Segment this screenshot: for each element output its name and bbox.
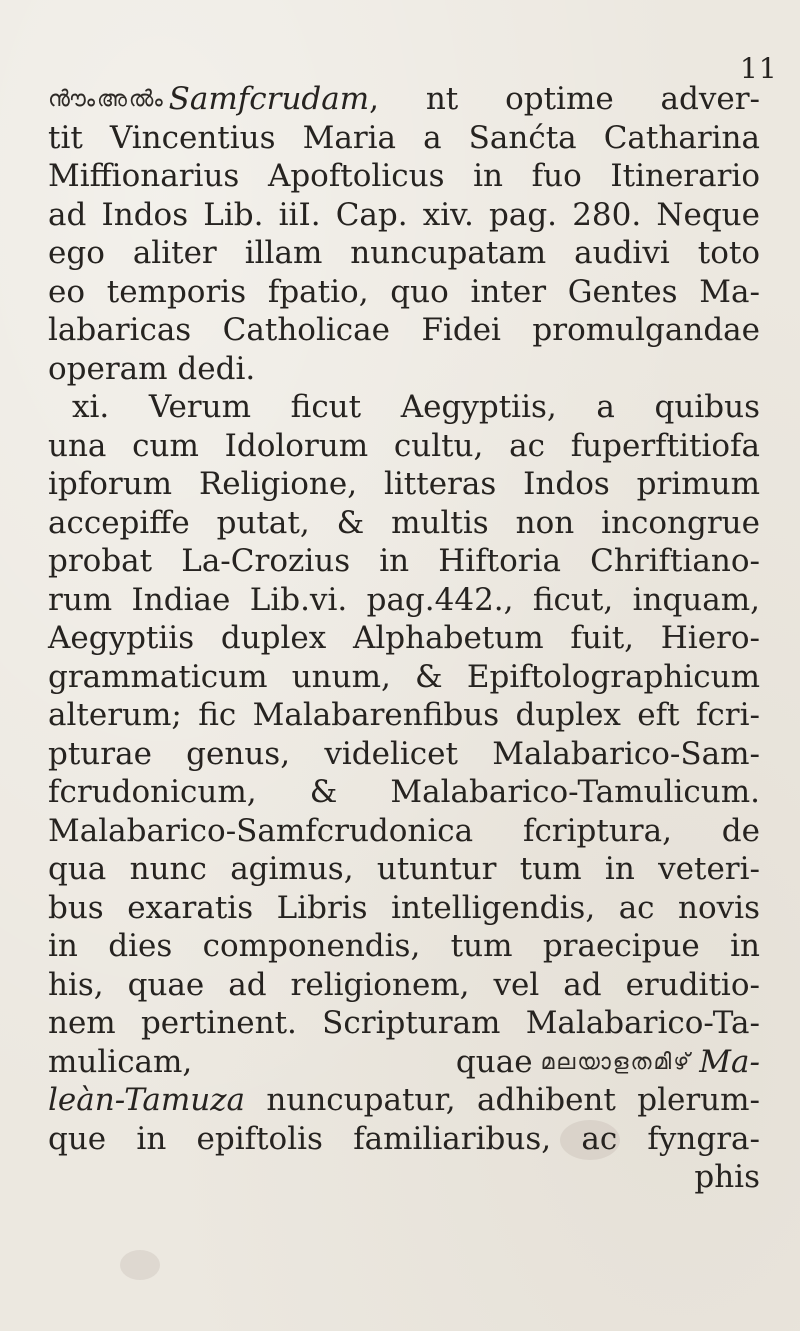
paper-stain (120, 1250, 160, 1280)
text-line: Malabarico-Samfcrudonica fcriptura, de (48, 812, 760, 849)
text-line: probat La-Crozius in Hiftoria Chriftiano- (48, 543, 760, 579)
text-line: his, quae ad religionem, vel ad eruditio- (48, 966, 760, 1003)
body-text (48, 80, 760, 1197)
text-line: alterum; fic Malabarenfibus duplex eft fcri- (48, 697, 760, 733)
italic-word: leàn-Tamuza (48, 1082, 246, 1118)
italic-word: Samfcrudam (168, 81, 370, 117)
text-line: fcrudonicum, & Malabarico-Tamulicum. (48, 774, 760, 810)
text-line: accepiffe putat, & multis non incongrue (48, 504, 760, 541)
text-line: labaricas Catholicae Fidei promulgandae (48, 312, 760, 348)
text-line (48, 80, 760, 119)
text-line: grammaticum unum, & Epiftolographicum (48, 658, 760, 695)
line-text: mulicam, quae (48, 1043, 533, 1080)
text-line: ipforum Religione, litteras Indos primum (48, 466, 760, 502)
text-line: Miffionarius Apoftolicus in fuo Itinerario (48, 158, 760, 194)
text-line: Aegyptiis duplex Alphabetum fuit, Hiero- (48, 620, 760, 656)
text-line: ego aliter illam nuncupatam audivi toto (48, 235, 760, 271)
text-line: in dies componendis, tum praecipue in (48, 928, 760, 964)
text-line (48, 1081, 760, 1120)
italic-word: Ma- (699, 1043, 760, 1080)
line-text: nuncupatur, adhibent plerum- (245, 1082, 760, 1118)
text-line: que in epiftolis familiaribus, ac fyngra- (48, 1120, 760, 1157)
malayalam-script-word: മലയാളതമിഴ് (540, 1049, 692, 1075)
text-line: pturae genus, videlicet Malabarico-Sam- (48, 735, 760, 772)
text-line: ad Indos Lib. iiI. Cap. xiv. pag. 280. Neque (48, 196, 760, 233)
line-text: , nt optime adver- (369, 81, 760, 117)
text-line: qua nunc agimus, utuntur tum in veteri- (48, 851, 760, 887)
text-line: rum Indiae Lib.vi. pag.442., ficut, inquam, (48, 581, 760, 618)
text-line: nem pertinent. Scripturam Malabarico-Ta- (48, 1005, 760, 1041)
section-start-line: xi. Verum ficut Aegyptiis, a quibus (72, 389, 760, 425)
page-number: 11 (740, 52, 778, 85)
text-line (48, 1043, 760, 1082)
text-line: tit Vincentius Maria a Sanćta Catharina (48, 119, 760, 156)
text-line: una cum Idolorum cultu, ac fuperftitiofa (48, 427, 760, 464)
text-line: operam dedi. (48, 350, 256, 387)
malayalam-script-word: ൻൗംഅൽം (48, 87, 165, 113)
text-line: bus exaratis Libris intelligendis, ac novis (48, 889, 760, 926)
text-line: eo temporis fpatio, quo inter Gentes Ma- (48, 273, 760, 310)
catchword: phis (694, 1159, 760, 1195)
